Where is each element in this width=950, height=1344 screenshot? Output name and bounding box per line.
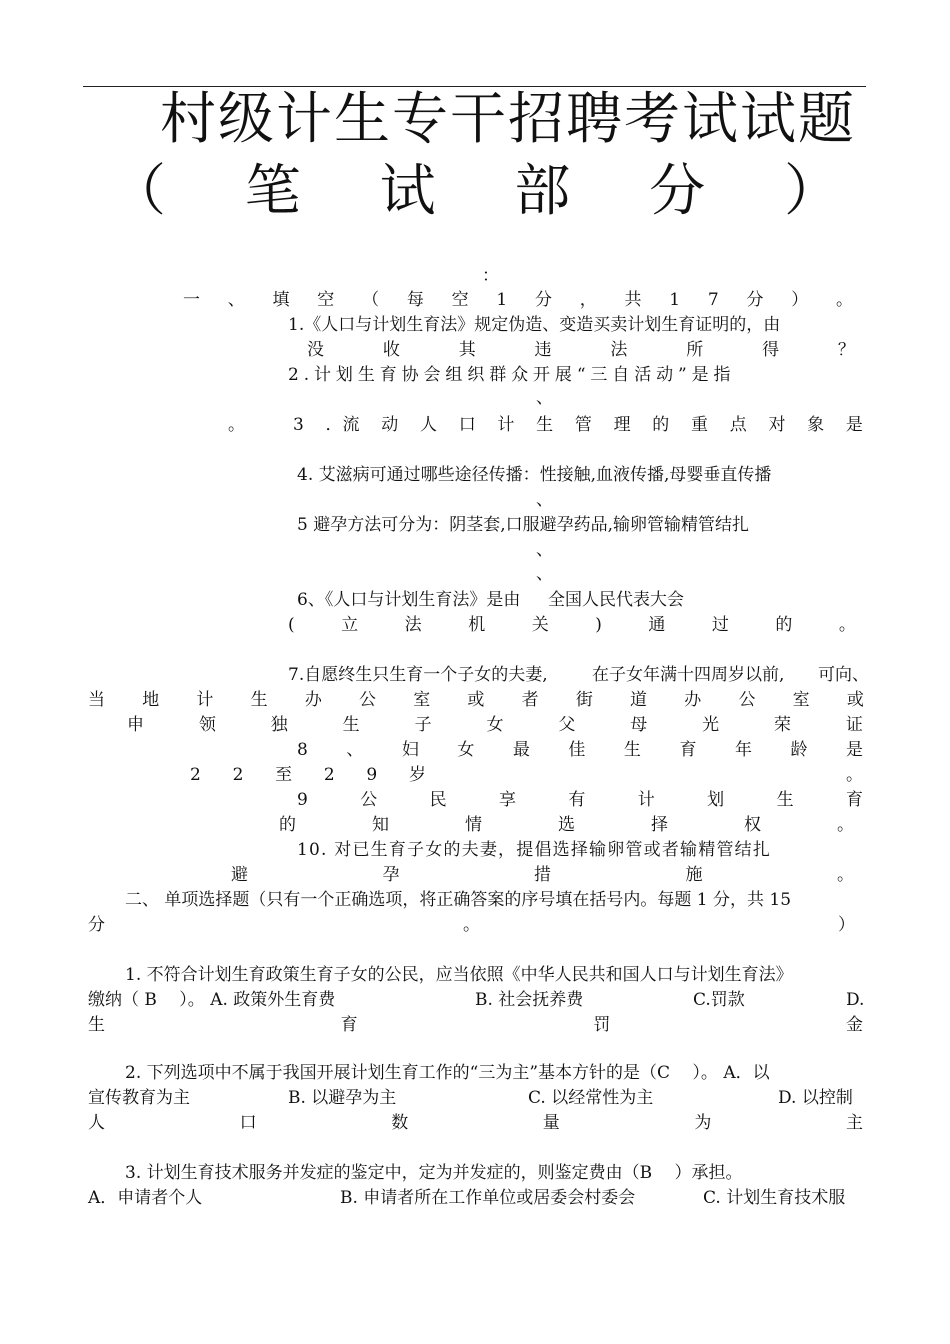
section2-heading-end — [88, 915, 855, 935]
q8-end: 。 — [846, 765, 863, 785]
text-char: 办 — [304, 690, 322, 710]
heading-char: 每 — [406, 290, 424, 310]
text-char: 3 — [293, 415, 304, 435]
text-char: 育 — [340, 1015, 358, 1035]
mc-q1-option-c: C.罚款 — [693, 990, 745, 1010]
text-char: 措 — [534, 865, 551, 885]
text-char: 独 — [270, 715, 288, 735]
heading-char: 分 — [534, 290, 552, 310]
text-char: 街 — [575, 690, 593, 710]
text-char: 计 — [497, 415, 515, 435]
mc-q2-option-b: B. 以避孕为主 — [288, 1088, 397, 1108]
text-char: 生 — [623, 740, 641, 760]
text-char: 申 — [127, 715, 144, 735]
text-char: 证 — [845, 715, 863, 735]
text-char: 佳 — [568, 740, 586, 760]
text-char: 领 — [198, 715, 216, 735]
text-char: 公 — [360, 790, 378, 810]
text-char: 生 — [536, 415, 554, 435]
text-char: 8 — [297, 740, 308, 760]
text-char: 2 — [232, 765, 244, 785]
text-char: ） — [838, 915, 855, 935]
heading-char: 1 — [496, 290, 508, 310]
subtitle-char: 试 — [379, 159, 436, 224]
mc-q1-line1: 1. 不符合计划生育政策生育子女的公民，应当依照《中华人民共和国人口与计划生育法》 — [125, 965, 793, 985]
text-char: 享 — [499, 790, 516, 810]
text-char: 有 — [568, 790, 586, 810]
mc-q1-option-a: 缴纳（ B ）。 A. 政策外生育费 — [88, 990, 336, 1010]
mc-q1-option-d: D. — [846, 990, 865, 1010]
text-char: 象 — [807, 415, 825, 435]
text-char: 女 — [486, 715, 504, 735]
q7-line3 — [127, 715, 863, 735]
text-char: 罚 — [593, 1015, 611, 1035]
mc-q3-option-c: C. 计划生育技术服 — [703, 1188, 846, 1208]
mc-q2-option-d: D. 以控制 — [778, 1088, 853, 1108]
text-char: 口 — [239, 1113, 257, 1133]
text-char: 动 — [381, 415, 399, 435]
text-char: 。 — [837, 815, 854, 835]
heading-char: 空 — [317, 290, 335, 310]
text-char: ？ — [837, 340, 855, 360]
text-char: 9 — [297, 790, 308, 810]
text-char: 管 — [574, 415, 592, 435]
q9-line1 — [297, 790, 863, 810]
text-char: 权 — [744, 815, 761, 835]
text-char: 点 — [729, 415, 747, 435]
heading-char: 、 — [227, 290, 245, 310]
text-char: 分 — [88, 915, 105, 935]
text-char: 是 — [845, 415, 863, 435]
q6-line2 — [288, 615, 856, 635]
text-char: 法 — [404, 615, 422, 635]
text-char: 育 — [845, 790, 863, 810]
page-title: 村级计生专干招聘考试试题 — [160, 87, 856, 152]
text-char: 法 — [610, 340, 628, 360]
text-char: 量 — [542, 1113, 560, 1133]
mc-q1-option-b: B. 社会抚养费 — [475, 990, 584, 1010]
mc-q3-option-b: B. 申请者所在工作单位或居委会村委会 — [340, 1188, 636, 1208]
text-char: 对 — [768, 415, 786, 435]
q8-line1 — [297, 740, 863, 760]
mc-q2-line3 — [88, 1113, 863, 1133]
text-char: 年 — [734, 740, 752, 760]
q7-line1-cont: 在子女年满十四周岁以前, — [592, 665, 785, 685]
text-char: 生 — [776, 790, 794, 810]
page-subtitle — [110, 160, 840, 224]
text-char: 所 — [686, 340, 704, 360]
q5-mark: 、 — [536, 564, 553, 584]
text-char: 办 — [684, 690, 702, 710]
q8-line2 — [190, 765, 426, 785]
text-char: 没 — [307, 340, 324, 360]
text-char: 或 — [467, 690, 485, 710]
q5-mark: 、 — [536, 540, 553, 560]
text-char: 理 — [613, 415, 631, 435]
text-char: 育 — [679, 740, 697, 760]
text-char: 人 — [88, 1113, 105, 1133]
q7-line1-end: 可向、 — [818, 665, 869, 685]
text-char: 地 — [142, 690, 160, 710]
text-char: 收 — [382, 340, 400, 360]
text-char: 其 — [458, 340, 476, 360]
heading-char: （ — [362, 290, 380, 310]
q2-mark: 、 — [536, 388, 553, 408]
section1-heading — [183, 290, 853, 310]
text-char: 父 — [558, 715, 576, 735]
q6-line1: 6、《人口与计划生育法》是由 — [297, 590, 521, 610]
text-char: 公 — [359, 690, 377, 710]
text-char: 最 — [512, 740, 530, 760]
text-char: 口 — [458, 415, 476, 435]
text-char: 划 — [707, 790, 725, 810]
text-char: 子 — [414, 715, 432, 735]
text-char: 的 — [775, 615, 793, 635]
subtitle-char: 笔 — [244, 159, 301, 224]
text-char: 施 — [685, 865, 703, 885]
q10-line2 — [231, 865, 854, 885]
text-char: 得 — [762, 340, 780, 360]
text-char: 避 — [231, 865, 248, 885]
text-char: 2 — [323, 765, 335, 785]
text-char: 机 — [468, 615, 486, 635]
text-char: 妇 — [401, 740, 419, 760]
text-char: 的 — [279, 815, 296, 835]
q3-line — [293, 415, 863, 435]
text-char: 、 — [346, 740, 364, 760]
q1-line2 — [307, 340, 855, 360]
text-char: 通 — [648, 615, 666, 635]
text-char: 9 — [366, 765, 378, 785]
q4-mark: 、 — [536, 490, 553, 510]
text-char: 的 — [652, 415, 670, 435]
text-char: 金 — [845, 1015, 863, 1035]
heading-char: 。 — [835, 290, 853, 310]
text-char: 或 — [846, 690, 864, 710]
text-char: 立 — [341, 615, 359, 635]
text-char: ( — [288, 615, 295, 635]
text-char: 室 — [792, 690, 810, 710]
text-char: 知 — [372, 815, 389, 835]
text-char: 室 — [413, 690, 431, 710]
text-char: 者 — [521, 690, 539, 710]
section2-heading: 二、 单项选择题（只有一个正确选项，将正确答案的序号填在括号内。每题 1 分，共 15 — [125, 890, 792, 910]
mc-q2-option-a: 宣传教育为主 — [88, 1088, 190, 1108]
text-char: 女 — [457, 740, 475, 760]
q9-line2 — [279, 815, 854, 835]
text-char: 光 — [702, 715, 720, 735]
heading-char: ） — [791, 290, 809, 310]
text-char: 情 — [465, 815, 482, 835]
q7-line2 — [88, 690, 864, 710]
q3-end: 。 — [228, 415, 245, 435]
heading-char: ， — [579, 290, 597, 310]
text-char: 荣 — [774, 715, 792, 735]
heading-char: 分 — [746, 290, 764, 310]
text-char: 重 — [691, 415, 709, 435]
text-char: 关 — [531, 615, 549, 635]
subtitle-char: ） — [783, 159, 840, 224]
mc-q1-line3 — [88, 1015, 863, 1035]
text-char: 母 — [630, 715, 648, 735]
mc-q3-line1: 3. 计划生育技术服务并发症的鉴定中，定为并发症的，则鉴定费由（B ）承担。 — [125, 1163, 743, 1183]
text-char: ．流 — [325, 415, 360, 435]
text-char: 为 — [694, 1113, 712, 1133]
text-char: 。 — [463, 915, 480, 935]
text-char: 岁 — [408, 765, 426, 785]
q4-line1: 4. 艾滋病可通过哪些途径传播：性接触,血液传播,母婴垂直传播 — [297, 465, 772, 485]
text-char: 生 — [342, 715, 360, 735]
subtitle-char: （ — [110, 159, 166, 224]
subtitle-char: 部 — [514, 159, 571, 224]
heading-char: 填 — [272, 290, 290, 310]
mc-q2-line1: 2. 下列选项中不属于我国开展计划生育工作的“三为主”基本方针的是（C ）。 A．以 — [125, 1063, 770, 1083]
text-char: 违 — [534, 340, 552, 360]
text-char: 人 — [419, 415, 437, 435]
text-char: 民 — [429, 790, 447, 810]
text-char: 当 — [88, 690, 105, 710]
text-char: 孕 — [382, 865, 400, 885]
text-char: 。 — [838, 615, 856, 635]
heading-char: 7 — [707, 290, 719, 310]
text-char: 选 — [558, 815, 575, 835]
text-char: 过 — [711, 615, 729, 635]
heading-char: 空 — [451, 290, 469, 310]
q10-line1: 10. 对已生育子女的夫妻，提倡选择输卵管或者输精管结扎 — [297, 840, 772, 860]
q5-line1: 5 避孕方法可分为：阴茎套,口服避孕药品,输卵管输精管结扎 — [297, 515, 750, 535]
heading-char: 一 — [183, 290, 200, 310]
heading-char: 1 — [669, 290, 681, 310]
q1-line1: 1.《人口与计划生育法》规定伪造、变造买卖计划生育证明的，由 — [288, 315, 781, 335]
subtitle-char: 分 — [649, 159, 706, 224]
text-char: 计 — [196, 690, 214, 710]
q2-line1: 2.计划生育协会组织群众开展“三自活动”是指 — [288, 365, 736, 385]
text-char: 龄 — [790, 740, 808, 760]
text-char: 计 — [637, 790, 655, 810]
text-char: 择 — [651, 815, 668, 835]
heading-char: 共 — [624, 290, 642, 310]
q7-line1: 7.自愿终生只生育一个子女的夫妻, — [288, 665, 548, 685]
mc-q3-option-a: A．申请者个人 — [88, 1188, 203, 1208]
text-char: 公 — [738, 690, 756, 710]
text-char: 数 — [391, 1113, 409, 1133]
q6-answer: 全国人民代表大会 — [548, 590, 684, 610]
text-char: 生 — [250, 690, 268, 710]
mc-q2-option-c: C. 以经常性为主 — [528, 1088, 654, 1108]
text-char: 生 — [88, 1015, 105, 1035]
text-char: 是 — [845, 740, 863, 760]
text-char: 2 — [190, 765, 201, 785]
text-char: 主 — [845, 1113, 863, 1133]
text-char: 。 — [837, 865, 854, 885]
colon-mark: ： — [482, 266, 499, 286]
text-char: ) — [595, 615, 602, 635]
text-char: 至 — [275, 765, 293, 785]
text-char: 道 — [630, 690, 648, 710]
